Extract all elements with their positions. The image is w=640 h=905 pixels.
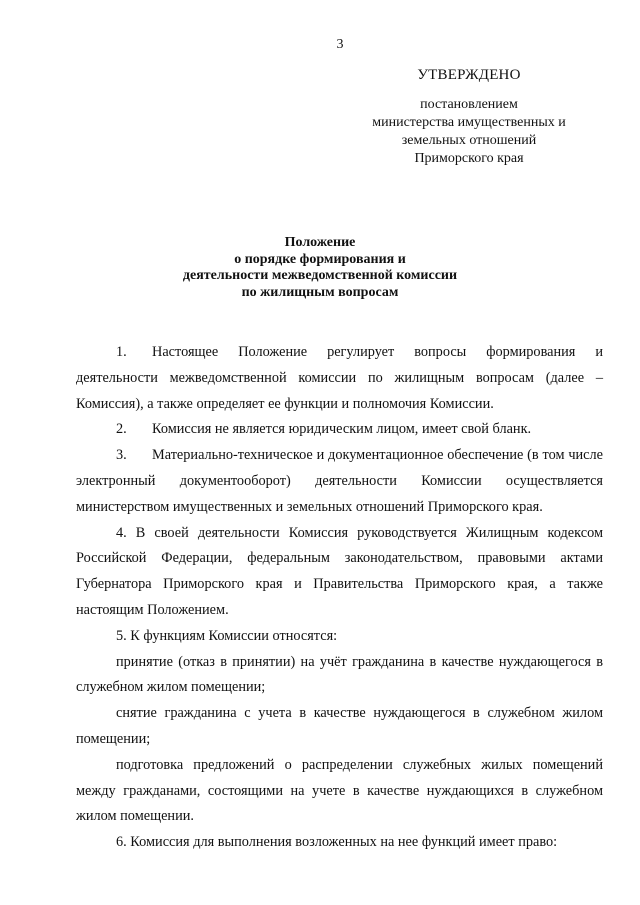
document-body	[76, 340, 603, 856]
paragraph-text: Комиссия не является юридическим лицом, имеет свой бланк.	[152, 421, 532, 438]
paragraph-3	[76, 443, 603, 520]
paragraph-6: 6. Комиссия для выполнения возложенных на нее функций имеет право:	[116, 834, 558, 851]
title-line: по жилищным вопросам	[241, 284, 399, 300]
paragraph-number: 1.	[116, 344, 127, 360]
paragraph-2	[76, 417, 603, 443]
paragraph-text: Материально-техническое и документационное обеспечение (в том числе электронный документооборот) деятельности Комиссии осуществляется министерством имущественных и земельных отношений Приморского края.	[76, 447, 603, 515]
approval-heading: УТВЕРЖДЕНО	[417, 67, 521, 83]
title-line: о порядке формирования и	[234, 251, 406, 267]
paragraph-5: 5. К функциям Комиссии относятся:	[116, 627, 338, 644]
paragraph-number: 2.	[116, 421, 127, 438]
approval-line: министерства имущественных и	[372, 115, 566, 130]
function-item: подготовка предложений о распределении служебных жилых помещений между гражданами, состоящими на учете в качестве нуждающихся в служебном жилом помещении.	[76, 756, 603, 825]
approval-line: земельных отношений	[401, 133, 537, 148]
approval-line: постановлением	[420, 97, 518, 112]
function-item: принятие (отказ в принятии) на учёт гражданина в качестве нуждающегося в служебном жилом помещении;	[76, 653, 603, 696]
document-title	[80, 235, 560, 301]
paragraph-number: 3.	[116, 447, 127, 464]
paragraph-4: 4. В своей деятельности Комиссия руководствуется Жилищным кодексом Российской Федерации, федеральным законодательством, правовыми актами Губернатора Приморского края и Правительства Приморского края, а также настоящим Положением.	[76, 524, 603, 618]
paragraph-1	[76, 340, 603, 417]
title-line: Положение	[284, 235, 356, 250]
approval-stamp	[340, 66, 598, 168]
title-line: деятельности межведомственной комиссии	[182, 268, 458, 283]
page-number: 3	[336, 37, 344, 52]
paragraph-text: Настоящее Положение регулирует вопросы формирования и деятельности межведомственной комиссии по жилищным вопросам (далее – Комиссия), а также определяет ее функции и полномочия Комиссии.	[76, 344, 603, 412]
approval-line: Приморского края	[414, 151, 524, 166]
function-item: снятие гражданина с учета в качестве нуждающегося в служебном жилом помещении;	[76, 705, 603, 747]
